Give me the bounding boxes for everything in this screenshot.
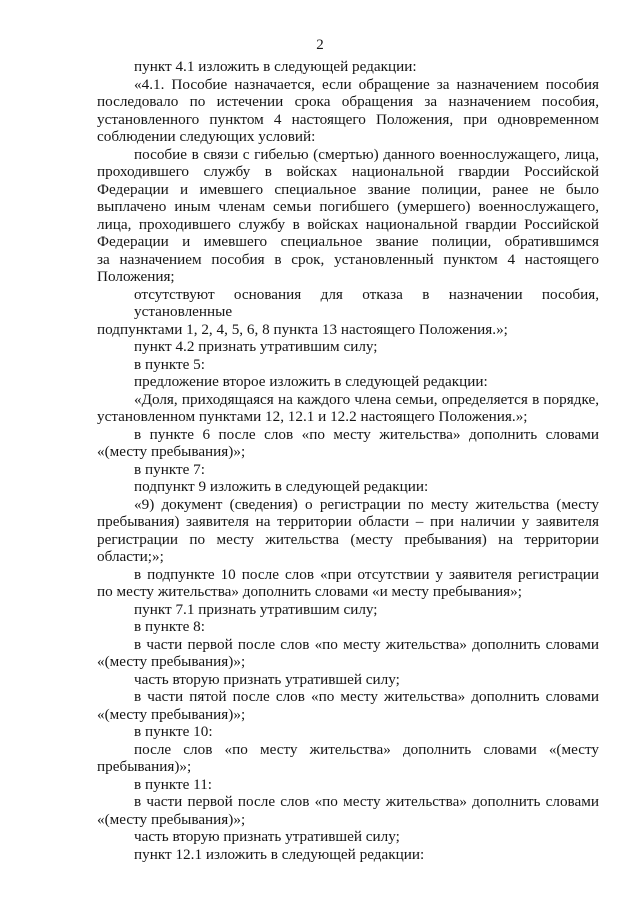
paragraph-line: регистрации по месту жительства (месту пребывания) на территории [97, 530, 599, 548]
paragraph [97, 286, 599, 339]
paragraph [97, 496, 599, 566]
paragraph-line: Федерации и имевшего специальное звание полиции, обратившимся [97, 233, 599, 250]
paragraph-line: часть вторую признать утратившей силу; [134, 670, 400, 688]
paragraph-line: в пункте 5: [134, 355, 205, 373]
paragraph-line: лица, проходившего службу в войсках национальной гвардии Российской [97, 215, 599, 233]
paragraph [97, 461, 599, 479]
paragraph-line: подпункт 9 изложить в следующей редакции: [134, 478, 429, 495]
paragraph-line: часть вторую признать утратившей силу; [134, 828, 400, 845]
paragraph-line: «4.1. Пособие назначается, если обращение за назначением пособия [134, 75, 599, 93]
paragraph [97, 723, 599, 741]
paragraph [97, 373, 599, 391]
paragraph-line: в части первой после слов «по месту жительства» дополнить словами [134, 793, 599, 810]
paragraph-line: в пункте 6 после слов «по месту жительства» дополнить словами [134, 425, 599, 443]
paragraph-line: «(месту пребывания)»; [97, 443, 246, 460]
paragraph-line: пункт 4.2 признать утратившим силу; [134, 338, 378, 355]
paragraph-line: после слов «по месту жительства» дополнить словами «(месту [134, 740, 599, 758]
paragraph [97, 76, 599, 146]
paragraph [97, 338, 599, 356]
paragraph [97, 688, 599, 723]
paragraph-line: «(месту пребывания)»; [97, 705, 246, 723]
paragraph-line: установленного пунктом 4 настоящего Положения, при одновременном [97, 110, 599, 128]
paragraph-line: «(месту пребывания)»; [97, 653, 246, 670]
paragraph-line: последовало по истечении срока обращения за назначением пособия, [97, 93, 599, 110]
paragraph [97, 636, 599, 671]
paragraph [97, 146, 599, 286]
paragraph [97, 478, 599, 496]
paragraph [97, 618, 599, 636]
paragraph-line: в подпункте 10 после слов «при отсутствии у заявителя регистрации [134, 565, 599, 583]
paragraph-line: пребывания)»; [97, 758, 192, 775]
paragraph-line: пункт 12.1 изложить в следующей редакции: [134, 845, 425, 863]
paragraph-line: за назначением пособия в срок, установленный пунктом 4 настоящего [97, 250, 599, 268]
paragraph-line: «9) документ (сведения) о регистрации по месту жительства (месту [134, 495, 599, 513]
paragraph [97, 391, 599, 426]
paragraph [97, 566, 599, 601]
paragraph-line: в части первой после слов «по месту жительства» дополнить словами [134, 635, 599, 653]
paragraph-line: Федерации и имевшего специальное звание полиции, ранее не было [97, 180, 599, 198]
paragraph-line: установленном пунктами 12, 12.1 и 12.2 настоящего Положения.»; [97, 408, 528, 425]
paragraph-line: выплачено иным членам семьи погибшего (умершего) военнослужащего, [97, 198, 599, 215]
paragraph [97, 793, 599, 828]
paragraph [97, 356, 599, 374]
paragraph-line: Положения; [97, 268, 175, 285]
paragraph-line: соблюдении следующих условий: [97, 128, 316, 145]
paragraph-line: пребывания) заявителя на территории области – при наличии у заявителя [97, 513, 599, 530]
paragraph [97, 58, 599, 76]
paragraph-line: проходившего службу в войсках национальной гвардии Российской [97, 163, 599, 180]
paragraph-line: пункт 7.1 признать утратившим силу; [134, 600, 378, 618]
paragraph [97, 671, 599, 689]
page-number: 2 [316, 37, 324, 53]
paragraph-line: отсутствуют основания для отказа в назначении пособия, установленные [134, 285, 599, 320]
paragraph-line: предложение второе изложить в следующей редакции: [134, 373, 488, 390]
paragraph [97, 776, 599, 794]
paragraph-line: области;»; [97, 548, 164, 565]
paragraph [97, 601, 599, 619]
paragraph-line: пункт 4.1 изложить в следующей редакции: [134, 58, 417, 75]
document-body [97, 58, 599, 863]
paragraph [97, 426, 599, 461]
paragraph [97, 741, 599, 776]
paragraph-line: в пункте 11: [134, 775, 213, 793]
paragraph-line: подпунктами 1, 2, 4, 5, 6, 8 пункта 13 настоящего Положения.»; [97, 320, 508, 338]
paragraph-line: в части пятой после слов «по месту жительства» дополнить словами [134, 688, 599, 705]
paragraph-line: по месту жительства» дополнить словами «и месту пребывания»; [97, 583, 522, 600]
paragraph [97, 828, 599, 846]
paragraph-line: в пункте 7: [134, 460, 205, 478]
paragraph-line: в пункте 10: [134, 723, 213, 740]
paragraph-line: в пункте 8: [134, 618, 205, 635]
paragraph-line: «Доля, приходящаяся на каждого члена семьи, определяется в порядке, [134, 390, 599, 408]
paragraph-line: «(месту пребывания)»; [97, 810, 246, 828]
paragraph [97, 846, 599, 864]
paragraph-line: пособие в связи с гибелью (смертью) данного военнослужащего, лица, [134, 145, 599, 163]
